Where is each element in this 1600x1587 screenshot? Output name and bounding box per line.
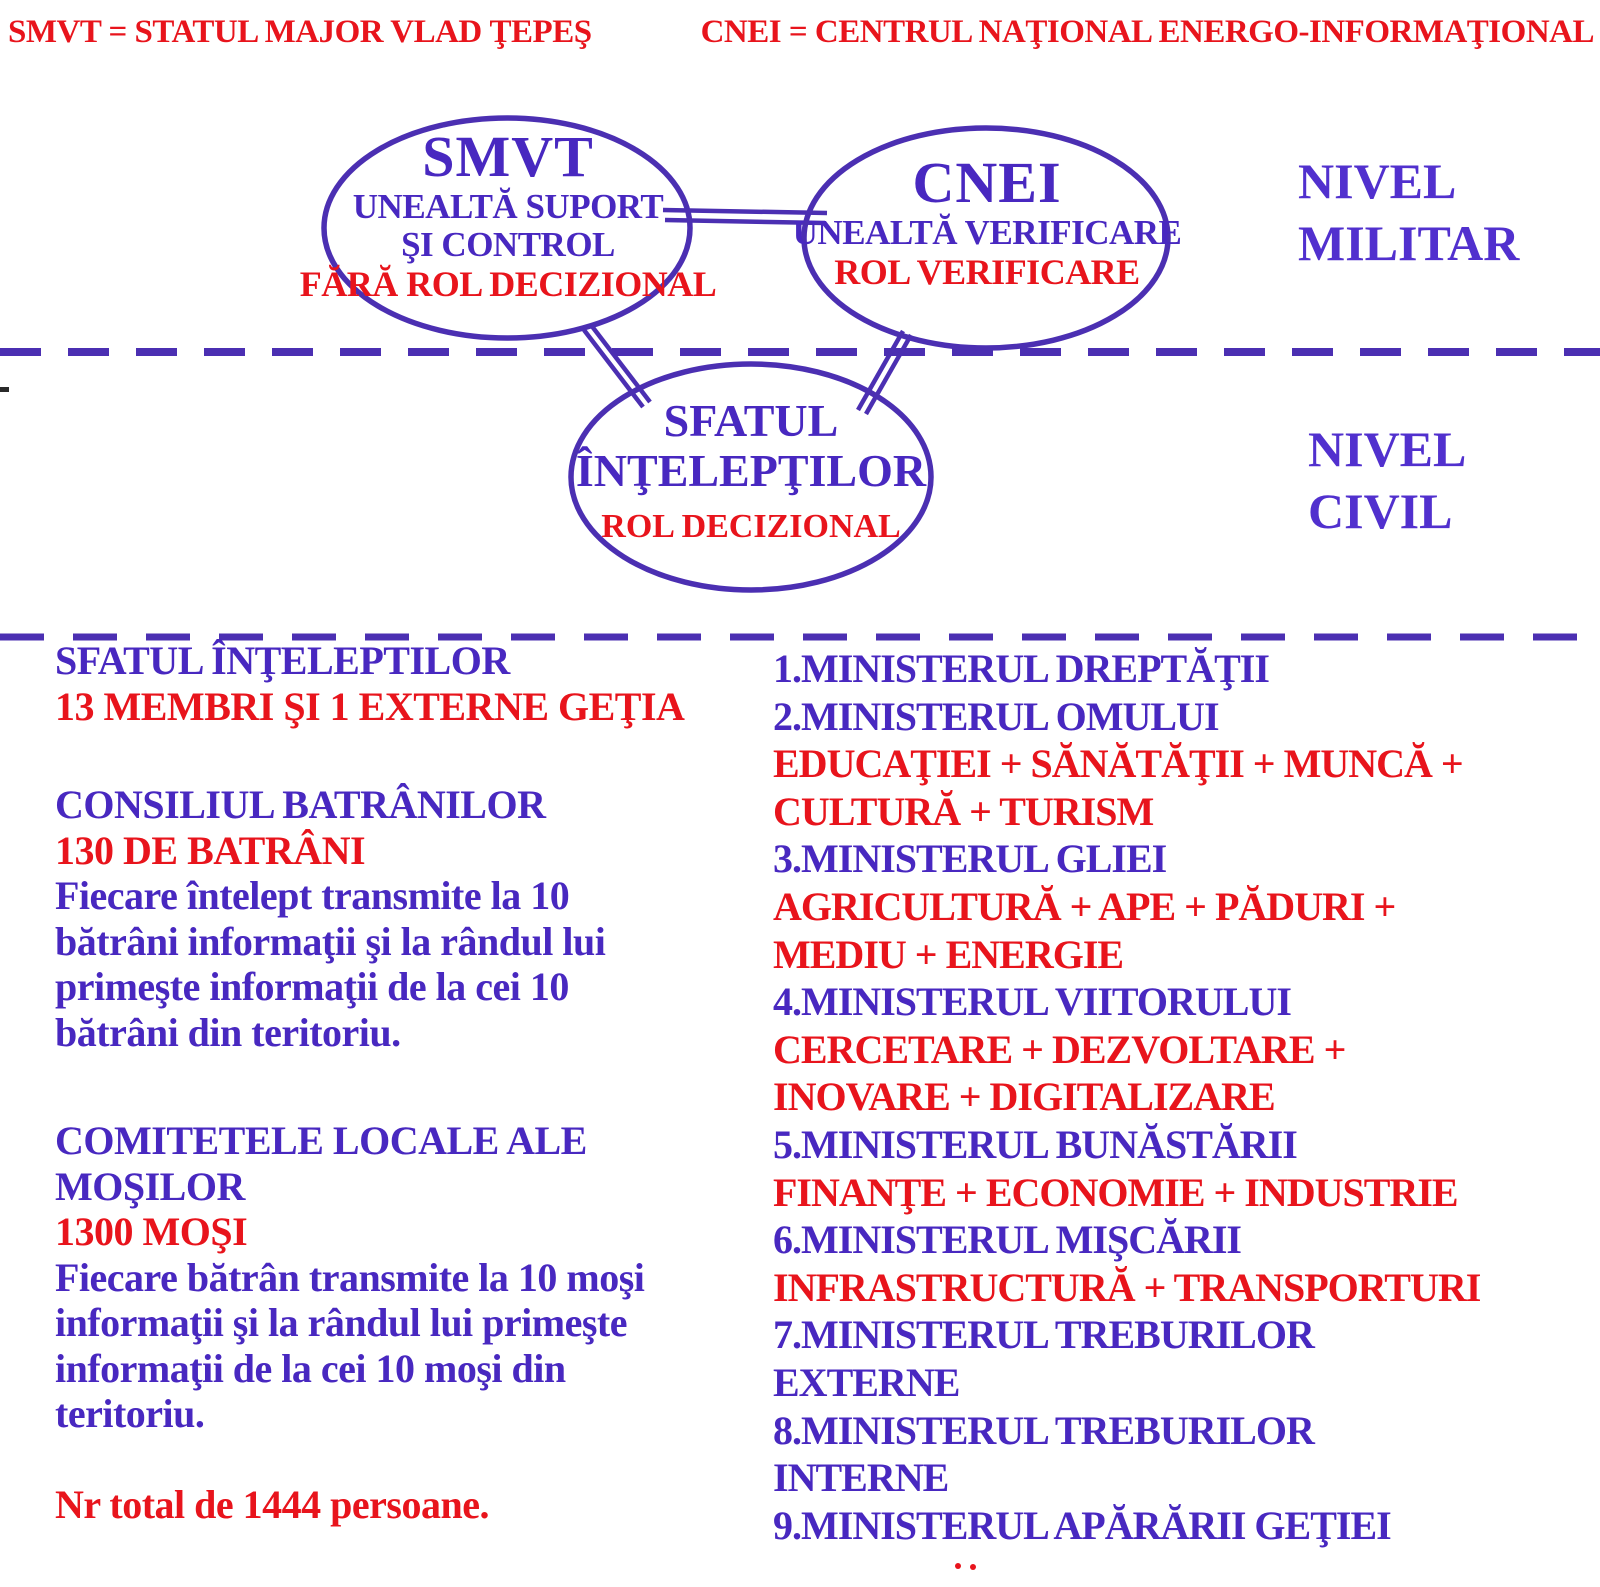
ministry-line: 1.MINISTERUL DREPTĂŢII [773, 646, 1269, 691]
ministries-list [773, 645, 1600, 1549]
section-body-line: bătrâni informaţii şi la rândul lui [55, 918, 606, 964]
section-body-line: Fiecare întelept transmite la 10 [55, 873, 570, 918]
section-title: SFATUL ÎNŢELEPTILOR [55, 638, 510, 683]
ministry-line: 6.MINISTERUL MIŞCĂRII [773, 1217, 1241, 1263]
ministry-line: 5.MINISTERUL BUNĂSTĂRII [773, 1121, 1297, 1167]
ministry-line: 7.MINISTERUL TREBURILOR [773, 1312, 1314, 1358]
ministry-line: 8.MINISTERUL TREBURILOR [773, 1407, 1314, 1453]
ministry-line: 4.MINISTERUL VIITORULUI [773, 979, 1291, 1025]
total-persons: Nr total de 1444 persoane. [55, 1482, 489, 1527]
level-civil-line1: NIVEL [1308, 421, 1467, 477]
ministry-line: INTERNE [773, 1455, 949, 1501]
section-count: 1300 MOŞI [55, 1209, 248, 1254]
section-body-line: Fiecare bătrân transmite la 10 moşi [55, 1254, 645, 1300]
sfatul-title-1: SFATUL [663, 395, 839, 446]
ministry-line: 2.MINISTERUL OMULUI [773, 693, 1219, 739]
level-civil-line2: CIVIL [1308, 483, 1453, 539]
scan-artifact-dot [955, 1563, 961, 1569]
ministry-detail-line: MEDIU + ENERGIE [773, 931, 1124, 977]
ministry-detail-line: INOVARE + DIGITALIZARE [773, 1074, 1275, 1120]
cnei-subtitle: UNEALTĂ VERIFICARE [792, 213, 1182, 252]
ministry-detail-line: EDUCAŢIEI + SĂNĂTĂŢII + MUNCĂ + [773, 741, 1463, 787]
level-military-line2: MILITAR [1298, 215, 1520, 271]
section-body-line: bătrâni din teritoriu. [55, 1009, 401, 1055]
section-body-line: informaţii de la cei 10 moşi din [55, 1345, 566, 1391]
ministry-line: 9.MINISTERUL APĂRĂRII GEŢIEI [773, 1502, 1391, 1548]
sfatul-node [571, 396, 931, 546]
section-body-line: teritoriu. [55, 1391, 205, 1436]
section-body-line: informaţii şi la rândul lui primeşte [55, 1300, 627, 1345]
section-title-line: MOŞILOR [55, 1163, 245, 1209]
cnei-node [792, 150, 1182, 292]
smvt-role: FĂRĂ ROL DECIZIONAL [299, 264, 717, 304]
legend-cnei: CNEI = CENTRUL NAŢIONAL ENERGO-INFORMAŢIONAL [700, 14, 1594, 50]
section-body-line: primeşte informaţii de la cei 10 [55, 964, 569, 1009]
legend-smvt: SMVT = STATUL MAJOR VLAD ŢEPEŞ [8, 14, 592, 50]
section-title: CONSILIUL BATRÂNILOR [55, 782, 546, 827]
cnei-title: CNEI [912, 150, 1062, 215]
section-title-line: COMITETELE LOCALE ALE [55, 1118, 587, 1163]
ministry-line: 3.MINISTERUL GLIEI [773, 836, 1167, 882]
sfatul-role: ROL DECIZIONAL [601, 508, 901, 545]
ministry-detail-line: CULTURĂ + TURISM [773, 788, 1154, 834]
ministry-detail-line: AGRICULTURĂ + APE + PĂDURI + [773, 883, 1396, 929]
level-military-label [1298, 150, 1519, 274]
section-sfatul-inteleptilor [55, 638, 775, 729]
ministry-line: EXTERNE [773, 1359, 960, 1405]
section-comitetele-mosilor [55, 1118, 775, 1437]
ministry-detail-line: INFRASTRUCTURĂ + TRANSPORTURI [773, 1264, 1481, 1310]
ministry-detail-line: CERCETARE + DEZVOLTARE + [773, 1026, 1346, 1072]
sfatul-title-2: ÎNŢELEPŢILOR [575, 445, 927, 496]
level-civil-label [1308, 418, 1466, 542]
section-count: 13 MEMBRI ŞI 1 EXTERNE GEŢIA [55, 683, 685, 729]
smvt-subtitle-1: UNEALTĂ SUPORT [352, 187, 664, 226]
ministry-detail-line: FINANŢE + ECONOMIE + INDUSTRIE [773, 1169, 1458, 1215]
smvt-subtitle-2: ŞI CONTROL [401, 225, 615, 264]
section-consiliul-batranilor [55, 782, 775, 1055]
level-military-line1: NIVEL [1298, 153, 1457, 209]
scan-artifact-dash [0, 387, 9, 392]
smvt-title: SMVT [422, 124, 594, 189]
scan-artifact-dot [970, 1564, 976, 1570]
connector-smvt-sfatul [584, 325, 650, 407]
section-count: 130 DE BATRÂNI [55, 827, 366, 873]
cnei-role: ROL VERIFICARE [834, 252, 1140, 292]
smvt-node [299, 124, 717, 304]
